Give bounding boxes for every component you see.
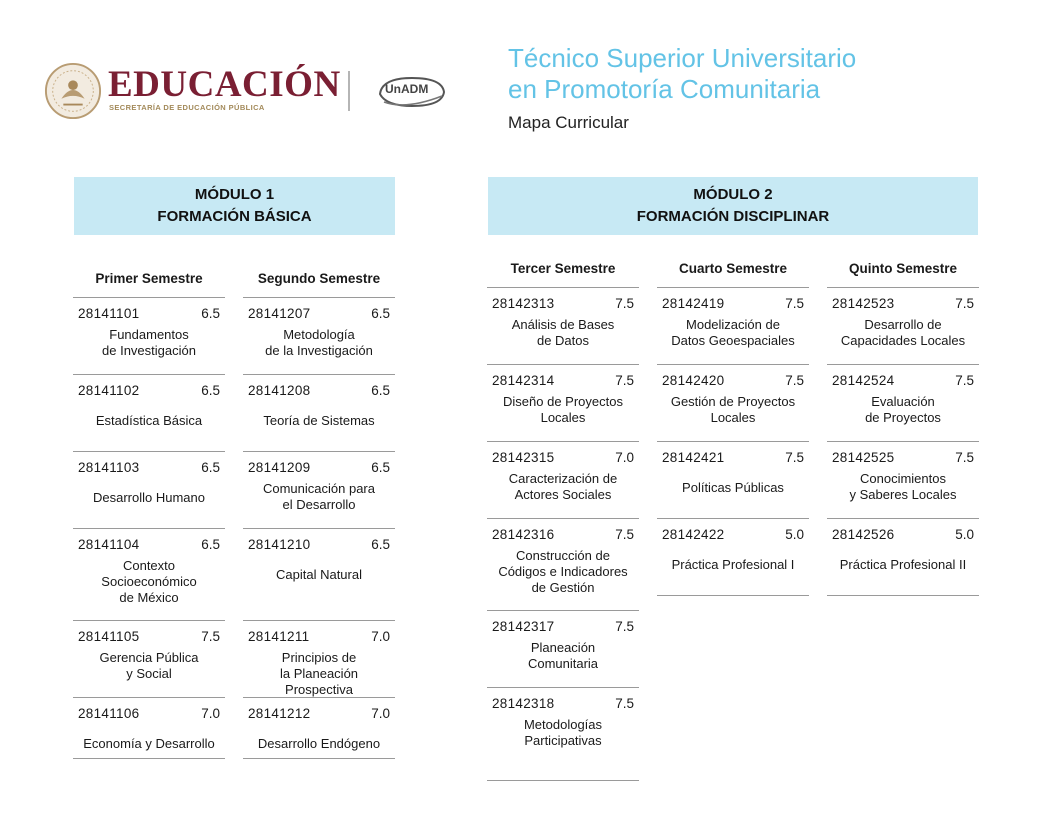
course-code: 28142314 (492, 373, 555, 388)
page-subtitle: Mapa Curricular (508, 113, 629, 132)
course-name: Capital Natural (276, 567, 362, 582)
course-code: 28141105 (78, 629, 140, 644)
course-credits: 7.5 (615, 619, 634, 634)
course-item (243, 452, 395, 529)
course-credits: 6.5 (371, 306, 390, 321)
course-credits: 7.0 (371, 629, 390, 644)
course-code: 28141106 (78, 706, 140, 721)
module-2-name: FORMACIÓN DISCIPLINAR (636, 208, 830, 225)
course-code: 28141102 (78, 383, 140, 398)
course-credits: 7.5 (785, 296, 804, 311)
course-name: Modelización de Datos Geoespaciales (671, 317, 795, 348)
semester-title: Segundo Semestre (243, 261, 395, 298)
course-item (487, 611, 639, 688)
page-title-line1: Técnico Superior Universitario (508, 43, 857, 73)
page-title-line2: en Promotoría Comunitaria (508, 74, 821, 104)
course-item (243, 298, 395, 375)
course-name: Principios de la Planeación Prospectiva (279, 650, 359, 697)
course-name: Desarrollo Humano (93, 490, 205, 505)
unadm-logo-text: UnADM (385, 82, 429, 96)
course-item (657, 365, 809, 442)
course-code: 28142420 (662, 373, 725, 388)
semester-column-cuarto (657, 251, 809, 596)
course-code: 28142318 (492, 696, 555, 711)
course-code: 28142422 (662, 527, 725, 542)
course-name: Estadística Básica (95, 413, 203, 428)
course-item (827, 442, 979, 519)
course-name: Caracterización de Actores Sociales (508, 471, 618, 502)
course-name: Metodología de la Investigación (265, 327, 373, 358)
course-code: 28142524 (832, 373, 895, 388)
course-credits: 6.5 (371, 383, 390, 398)
course-credits: 6.5 (371, 460, 390, 475)
course-item (657, 519, 809, 596)
course-name: Contexto Socioeconómico de México (101, 558, 197, 605)
course-item (243, 698, 395, 759)
course-name: Metodologías Participativas (523, 717, 603, 748)
course-item (243, 621, 395, 698)
course-name: Construcción de Códigos e Indicadores de Gestión (498, 548, 628, 595)
course-code: 28142526 (832, 527, 895, 542)
course-name: Conocimientos y Saberes Locales (849, 471, 957, 502)
course-item (73, 298, 225, 375)
course-credits: 7.0 (615, 450, 634, 465)
course-item (487, 688, 639, 781)
course-item (487, 288, 639, 365)
page-title (508, 43, 856, 105)
course-credits: 7.5 (615, 527, 634, 542)
course-code: 28142315 (492, 450, 555, 465)
course-name: Diseño de Proyectos Locales (503, 394, 623, 425)
logo-divider (348, 71, 350, 111)
course-name: Gerencia Pública y Social (99, 650, 199, 681)
course-item (657, 442, 809, 519)
module-1-number: MÓDULO 1 (194, 186, 275, 203)
course-credits: 5.0 (955, 527, 974, 542)
course-item (73, 375, 225, 452)
course-credits: 7.5 (955, 373, 974, 388)
course-name: Comunicación para el Desarrollo (262, 481, 375, 512)
course-code: 28141208 (248, 383, 311, 398)
course-item (243, 529, 395, 621)
course-item (73, 529, 225, 621)
course-name: Práctica Profesional II (839, 557, 967, 572)
course-code: 28141104 (78, 537, 140, 552)
course-code: 28142419 (662, 296, 725, 311)
course-item (487, 519, 639, 611)
unadm-logo-icon (376, 72, 448, 110)
course-item (827, 288, 979, 365)
course-name: Planeación Comunitaria (527, 640, 599, 671)
course-item (487, 442, 639, 519)
course-credits: 7.0 (201, 706, 220, 721)
course-credits: 7.5 (955, 450, 974, 465)
semester-title: Cuarto Semestre (657, 251, 809, 288)
course-name: Evaluación de Proyectos (865, 394, 941, 425)
course-code: 28142313 (492, 296, 555, 311)
course-name: Práctica Profesional I (671, 557, 795, 572)
course-credits: 6.5 (201, 460, 220, 475)
course-name: Gestión de Proyectos Locales (670, 394, 796, 425)
course-item (657, 288, 809, 365)
course-code: 28142421 (662, 450, 725, 465)
course-credits: 7.5 (785, 373, 804, 388)
semester-title: Primer Semestre (73, 261, 225, 298)
course-credits: 7.5 (615, 696, 634, 711)
course-item (827, 519, 979, 596)
course-name: Teoría de Sistemas (263, 413, 375, 428)
module-2-number: MÓDULO 2 (693, 186, 773, 203)
course-code: 28141101 (78, 306, 140, 321)
course-code: 28142525 (832, 450, 895, 465)
education-logo-title: EDUCACIÓN (108, 64, 341, 105)
course-credits: 6.5 (201, 383, 220, 398)
course-code: 28142523 (832, 296, 895, 311)
course-item (827, 365, 979, 442)
course-name: Economía y Desarrollo (83, 736, 215, 751)
semester-title: Quinto Semestre (827, 251, 979, 288)
course-code: 28141211 (248, 629, 310, 644)
course-code: 28141212 (248, 706, 311, 721)
course-item (73, 698, 225, 759)
course-credits: 7.5 (785, 450, 804, 465)
course-credits: 7.5 (955, 296, 974, 311)
course-credits: 6.5 (201, 306, 220, 321)
course-code: 28142317 (492, 619, 555, 634)
course-credits: 5.0 (785, 527, 804, 542)
course-name: Fundamentos de Investigación (102, 327, 196, 358)
course-credits: 7.0 (371, 706, 390, 721)
semester-column-segundo (243, 261, 395, 759)
module-2-header (488, 177, 978, 235)
course-item (73, 621, 225, 698)
course-credits: 6.5 (371, 537, 390, 552)
semester-column-quinto (827, 251, 979, 596)
semester-column-tercer (487, 251, 639, 781)
course-credits: 6.5 (201, 537, 220, 552)
course-code: 28142316 (492, 527, 555, 542)
course-code: 28141207 (248, 306, 311, 321)
module-1-name: FORMACIÓN BÁSICA (157, 208, 312, 225)
course-credits: 7.5 (615, 296, 634, 311)
course-item (73, 452, 225, 529)
course-name: Desarrollo Endógeno (257, 736, 381, 751)
course-code: 28141209 (248, 460, 311, 475)
module-1-header (74, 177, 395, 235)
course-credits: 7.5 (201, 629, 220, 644)
mexico-coat-of-arms-seal-icon (44, 62, 102, 120)
course-code: 28141103 (78, 460, 140, 475)
course-name: Análisis de Bases de Datos (511, 317, 615, 348)
semester-title: Tercer Semestre (487, 251, 639, 288)
course-name: Desarrollo de Capacidades Locales (840, 317, 966, 348)
course-item (243, 375, 395, 452)
course-code: 28141210 (248, 537, 311, 552)
course-item (487, 365, 639, 442)
course-credits: 7.5 (615, 373, 634, 388)
course-name: Políticas Públicas (682, 480, 784, 495)
semester-column-primer (73, 261, 225, 759)
education-logo-subtitle: SECRETARÍA DE EDUCACIÓN PÚBLICA (109, 103, 265, 112)
